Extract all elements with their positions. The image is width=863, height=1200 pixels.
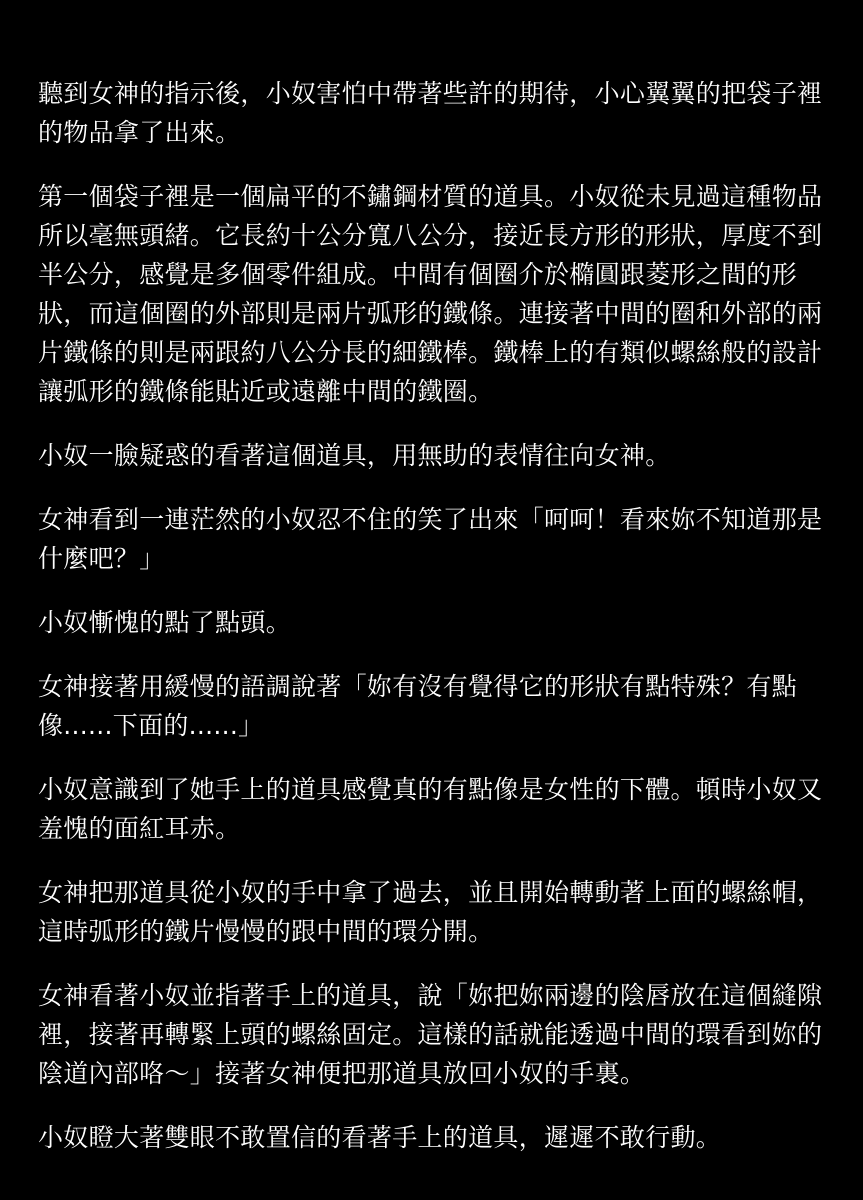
paragraph-9: 女神看著小奴並指著手上的道具，說「妳把妳兩邊的陰唇放在這個縫隙裡，接著再轉緊上頭的螺絲固定。這樣的話就能透過中間的環看到妳的陰道內部咯～」接著女神便把那道具放回小奴的手裏。 bbox=[38, 981, 823, 1088]
paragraph-8: 女神把那道具從小奴的手中拿了過去，並且開始轉動著上面的螺絲帽，這時弧形的鐵片慢慢的跟中間的環分開。 bbox=[38, 878, 823, 946]
paragraph-3: 小奴一臉疑惑的看著這個道具，用無助的表情往向女神。 bbox=[38, 441, 671, 470]
paragraph-10: 小奴瞪大著雙眼不敢置信的看著手上的道具，遲遲不敢行動。 bbox=[38, 1123, 722, 1152]
paragraph-6: 女神接著用緩慢的語調說著「妳有沒有覺得它的形狀有點特殊？有點像......下面的......」 bbox=[38, 672, 798, 740]
paragraph-2: 第一個袋子裡是一個扁平的不鏽鋼材質的道具。小奴從未見過這種物品所以毫無頭緒。它長約十公分寬八公分，接近長方形的形狀，厚度不到半公分，感覺是多個零件組成。中間有個圈介於橢圓跟菱形之間的形狀，而這個圈的外部則是兩片弧形的鐵條。連接著中間的圈和外部的兩片鐵條的則是兩跟約八公分長的細鐵棒。鐵棒上的有類似螺絲般的設計讓弧形的鐵條能貼近或遠離中間的鐵圈。 bbox=[38, 182, 823, 406]
paragraph-5: 小奴慚愧的點了點頭。 bbox=[38, 608, 292, 637]
paragraph-7: 小奴意識到了她手上的道具感覺真的有點像是女性的下體。頓時小奴又羞愧的面紅耳赤。 bbox=[38, 775, 823, 843]
story-text bbox=[38, 74, 828, 1182]
paragraph-1: 聽到女神的指示後，小奴害怕中帶著些許的期待，小心翼翼的把袋子裡的物品拿了出來。 bbox=[38, 79, 823, 147]
paragraph-4: 女神看到一連茫然的小奴忍不住的笑了出來「呵呵！看來妳不知道那是什麼吧？」 bbox=[38, 505, 823, 573]
